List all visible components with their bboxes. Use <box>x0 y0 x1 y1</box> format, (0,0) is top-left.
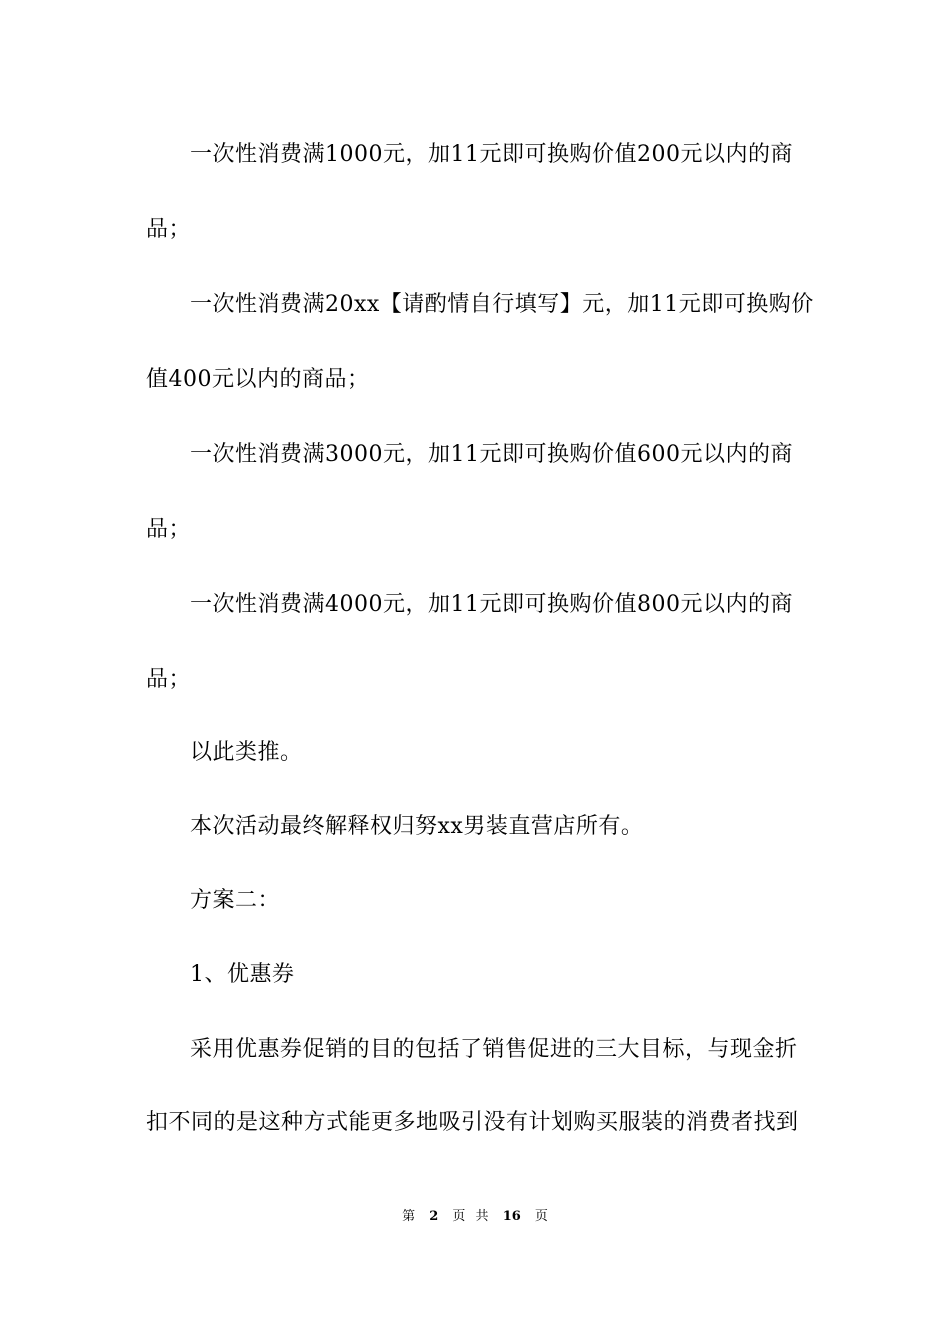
paragraph-line: 方案二： <box>190 888 281 913</box>
paragraph-line: 值400元以内的商品； <box>146 367 370 392</box>
paragraph-line: 品； <box>146 517 192 542</box>
paragraph-line: 以此类推。 <box>190 740 303 765</box>
footer-suffix: 页 <box>534 1209 548 1224</box>
paragraph-line: 本次活动最终解释权归努xx男装直营店所有。 <box>190 814 644 839</box>
paragraph-line: 品； <box>146 217 192 242</box>
paragraph-line: 采用优惠券促销的目的包括了销售促进的三大目标，与现金折 <box>190 1037 798 1062</box>
paragraph-line: 一次性消费满4000元，加11元即可换购价值800元以内的商 <box>190 592 793 617</box>
current-page-number: 2 <box>429 1209 439 1224</box>
paragraph-line: 一次性消费满20xx【请酌情自行填写】元，加11元即可换购价 <box>190 292 814 317</box>
paragraph-line: 品； <box>146 667 192 692</box>
paragraph-line: 一次性消费满1000元，加11元即可换购价值200元以内的商 <box>190 142 793 167</box>
page-footer <box>0 1207 950 1227</box>
paragraph-line: 一次性消费满3000元，加11元即可换购价值600元以内的商 <box>190 442 793 467</box>
paragraph-line: 1、优惠券 <box>190 962 295 987</box>
total-pages-number: 16 <box>502 1209 521 1224</box>
footer-prefix: 第 <box>402 1209 416 1224</box>
paragraph-line: 扣不同的是这种方式能更多地吸引没有计划购买服装的消费者找到 <box>146 1110 799 1135</box>
footer-middle: 页 共 <box>452 1209 489 1224</box>
